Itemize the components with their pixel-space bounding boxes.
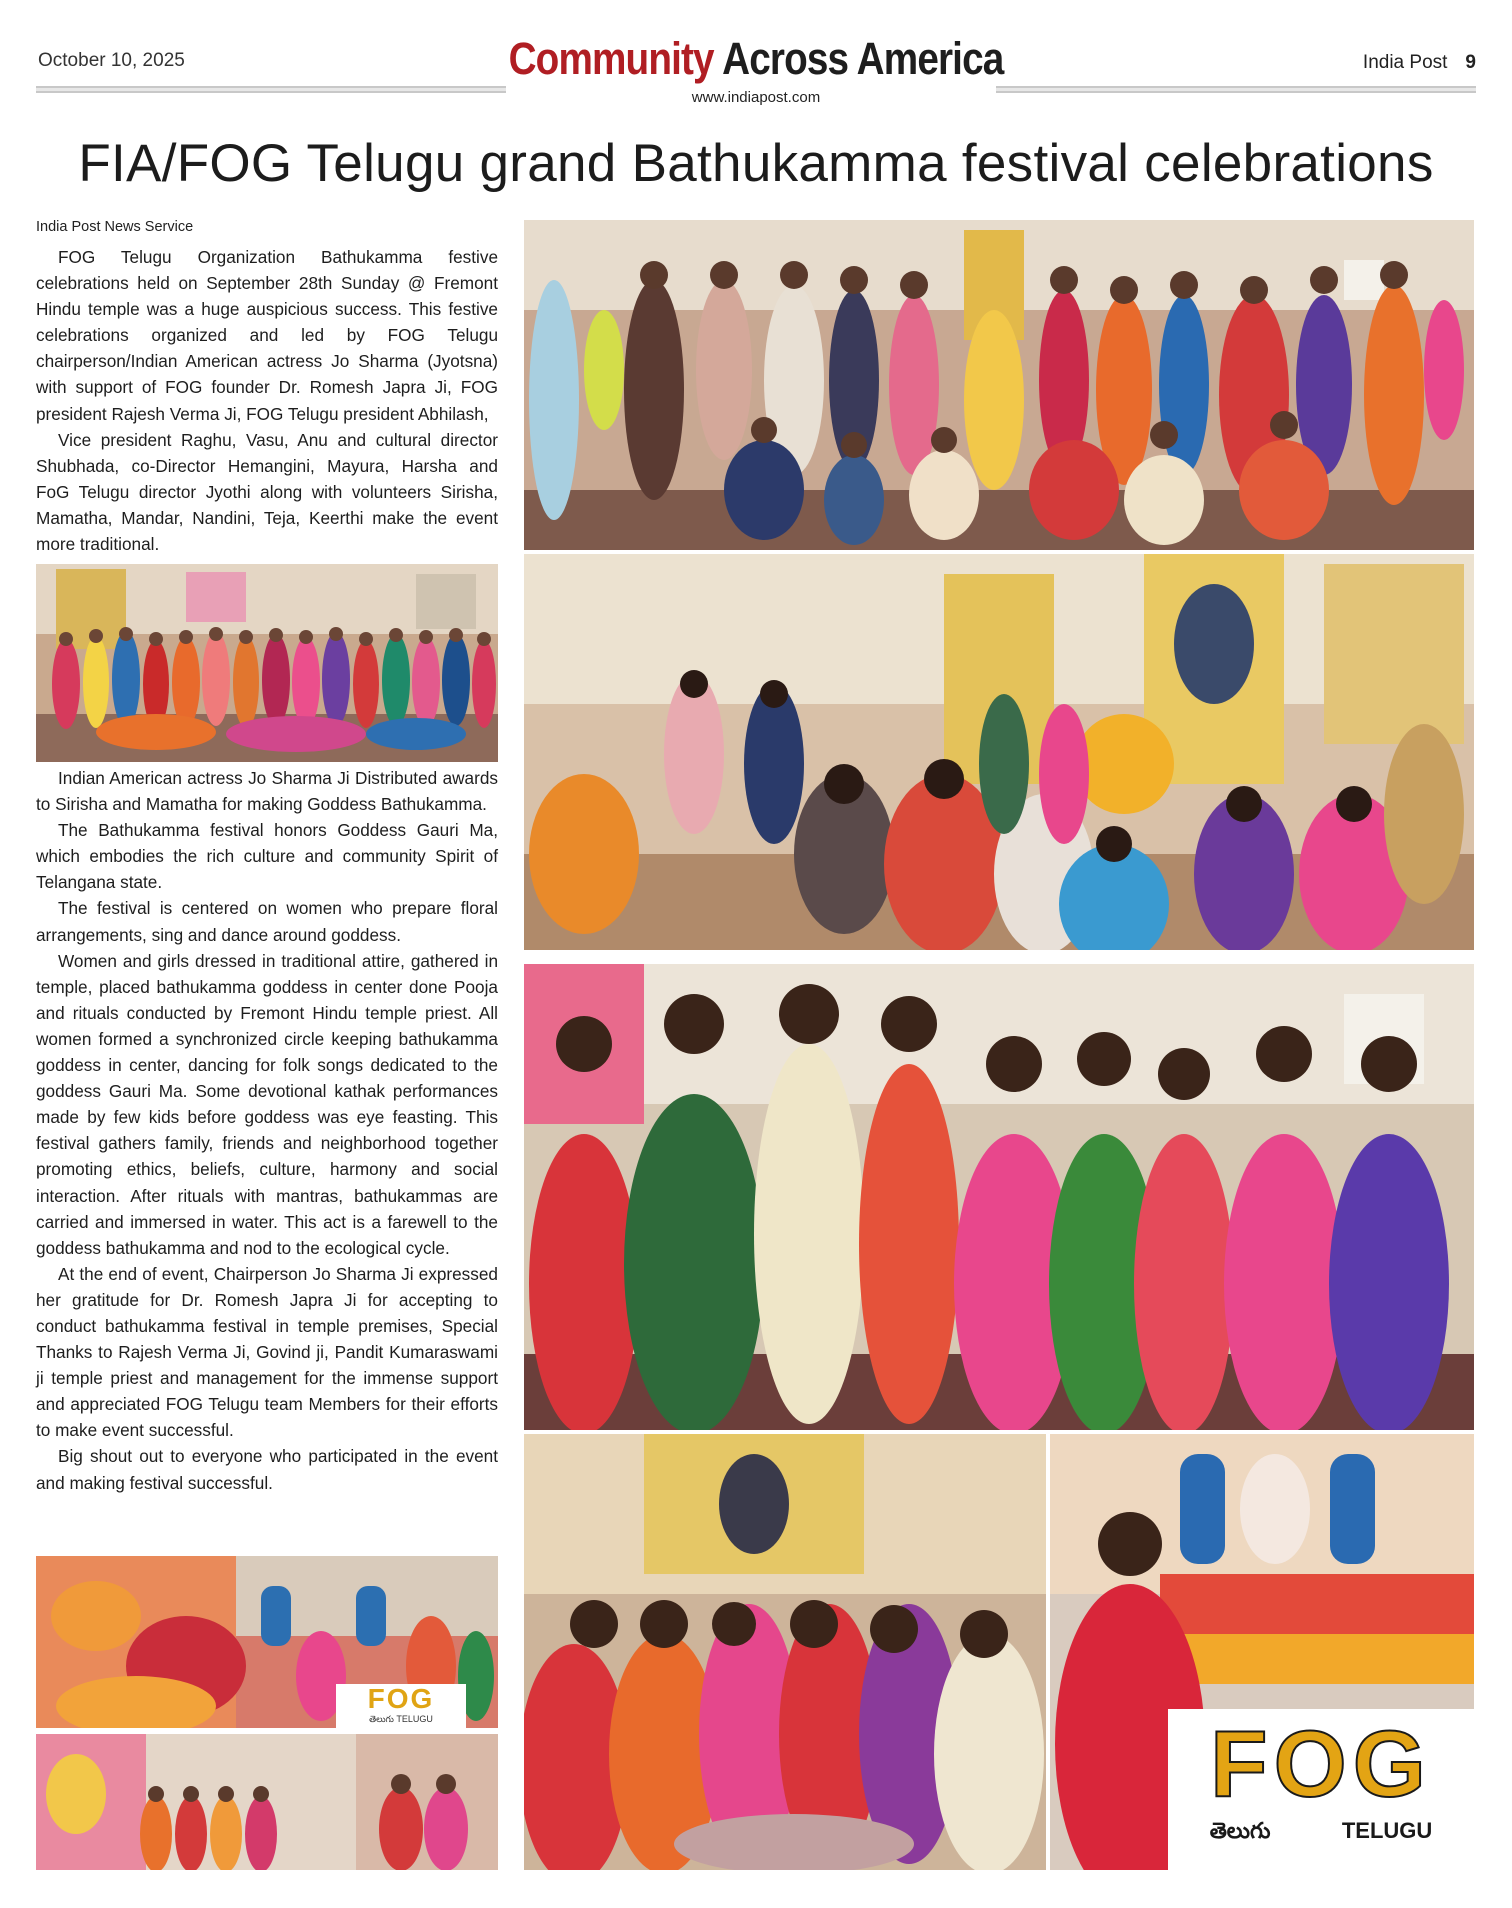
fog-telugu-banner <box>1168 1711 1474 1870</box>
fog-telugu-script: తెలుగు <box>1209 1818 1271 1843</box>
publication-name: India Post <box>1362 52 1448 73</box>
photo-group-small <box>36 564 498 762</box>
fog-telugu-english: TELUGU <box>1341 1818 1433 1843</box>
fog-logo-large: FOG <box>1210 1711 1432 1816</box>
masthead-across-america: Across America <box>722 33 1004 84</box>
photo-fog-banner <box>1050 1434 1474 1870</box>
photo-standing-group <box>524 964 1474 1430</box>
byline: India Post News Service <box>36 219 194 235</box>
article-text-bottom <box>36 765 498 1545</box>
small-fog-subtitle: తెలుగు TELUGU <box>369 1714 433 1724</box>
photo-rituals-small <box>36 1556 498 1728</box>
website-link[interactable]: www.indiapost.com <box>691 89 821 106</box>
article-paragraph: Indian American actress Jo Sharma Ji Distributed awards to Sirisha and Mamatha for making Goddess Bathukamma. <box>36 768 498 815</box>
photo-dance-circle <box>524 554 1474 950</box>
article-text-top <box>36 244 498 556</box>
photo-group-large <box>524 220 1474 550</box>
photo-women-small <box>36 1734 498 1870</box>
article-paragraph: Big shout out to everyone who participated in the event and making festival successful. <box>36 1446 498 1493</box>
small-fog-sign <box>336 1684 466 1728</box>
small-fog-logo: FOG <box>367 1683 435 1714</box>
article-headline: FIA/FOG Telugu grand Bathukamma festival celebrations <box>78 134 1434 193</box>
page-number: 9 <box>1465 52 1476 73</box>
article-paragraph: Women and girls dressed in traditional attire, gathered in temple, placed bathukamma goddess in center done Pooja and rituals conducted by Fremont Hindu temple priest. All women formed a synchronized circle keeping bathukamma goddess in center, dancing for folk songs dedicated to the goddess Gauri Ma. Some devotional kathak performances made by few kids before goddess was eye feasting. This festival gathers family, friends and neighborhood together promoting ethics, beliefs, culture, harmony and social interaction. After rituals with mantras, bathukammas are carried and immersed in water. This act is a farewell to the goddess bathukamma and nod to the ecological cycle. <box>36 950 498 1258</box>
article-paragraph: The Bathukamma festival honors Goddess Gauri Ma, which embodies the rich culture and community Spirit of Telangana state. <box>36 820 498 893</box>
masthead <box>106 33 1406 85</box>
issue-date: October 10, 2025 <box>38 50 185 71</box>
article-paragraph: The festival is centered on women who prepare floral arrangements, sing and dance around goddess. <box>36 898 498 945</box>
article-paragraph: At the end of event, Chairperson Jo Sharma Ji expressed her gratitude for Dr. Romesh Japra Ji for accepting to conduct bathukamma festival in temple premises, Special Thanks to Rajesh Verma Ji, Govind ji, Pandit Kumaraswami ji temple priest and management for the immense support and appreciated FOG Telugu team Members for their efforts to make event successful. <box>36 1263 498 1441</box>
article-paragraph: FOG Telugu Organization Bathukamma festive celebrations held on September 28th Sunday @ Fremont Hindu temple was a huge auspicious success. This festive celebrations organized and led by FOG Telugu chairperson/Indian American actress Jo Sharma (Jyotsna) with support of FOG founder Dr. Romesh Japra Ji, FOG president Rajesh Verma Ji, FOG Telugu president Abhilash, <box>36 247 498 424</box>
photo-pooja-ritual <box>524 1434 1046 1870</box>
masthead-community: Community <box>508 33 714 84</box>
article-paragraph: Vice president Raghu, Vasu, Anu and cultural director Shubhada, co-Director Hemangini, Mayura, Harsha and FoG Telugu director Jyothi along with volunteers Sirisha, Mamatha, Mandar, Nandini, Teja, Keerthi make the event more traditional. <box>36 429 498 555</box>
